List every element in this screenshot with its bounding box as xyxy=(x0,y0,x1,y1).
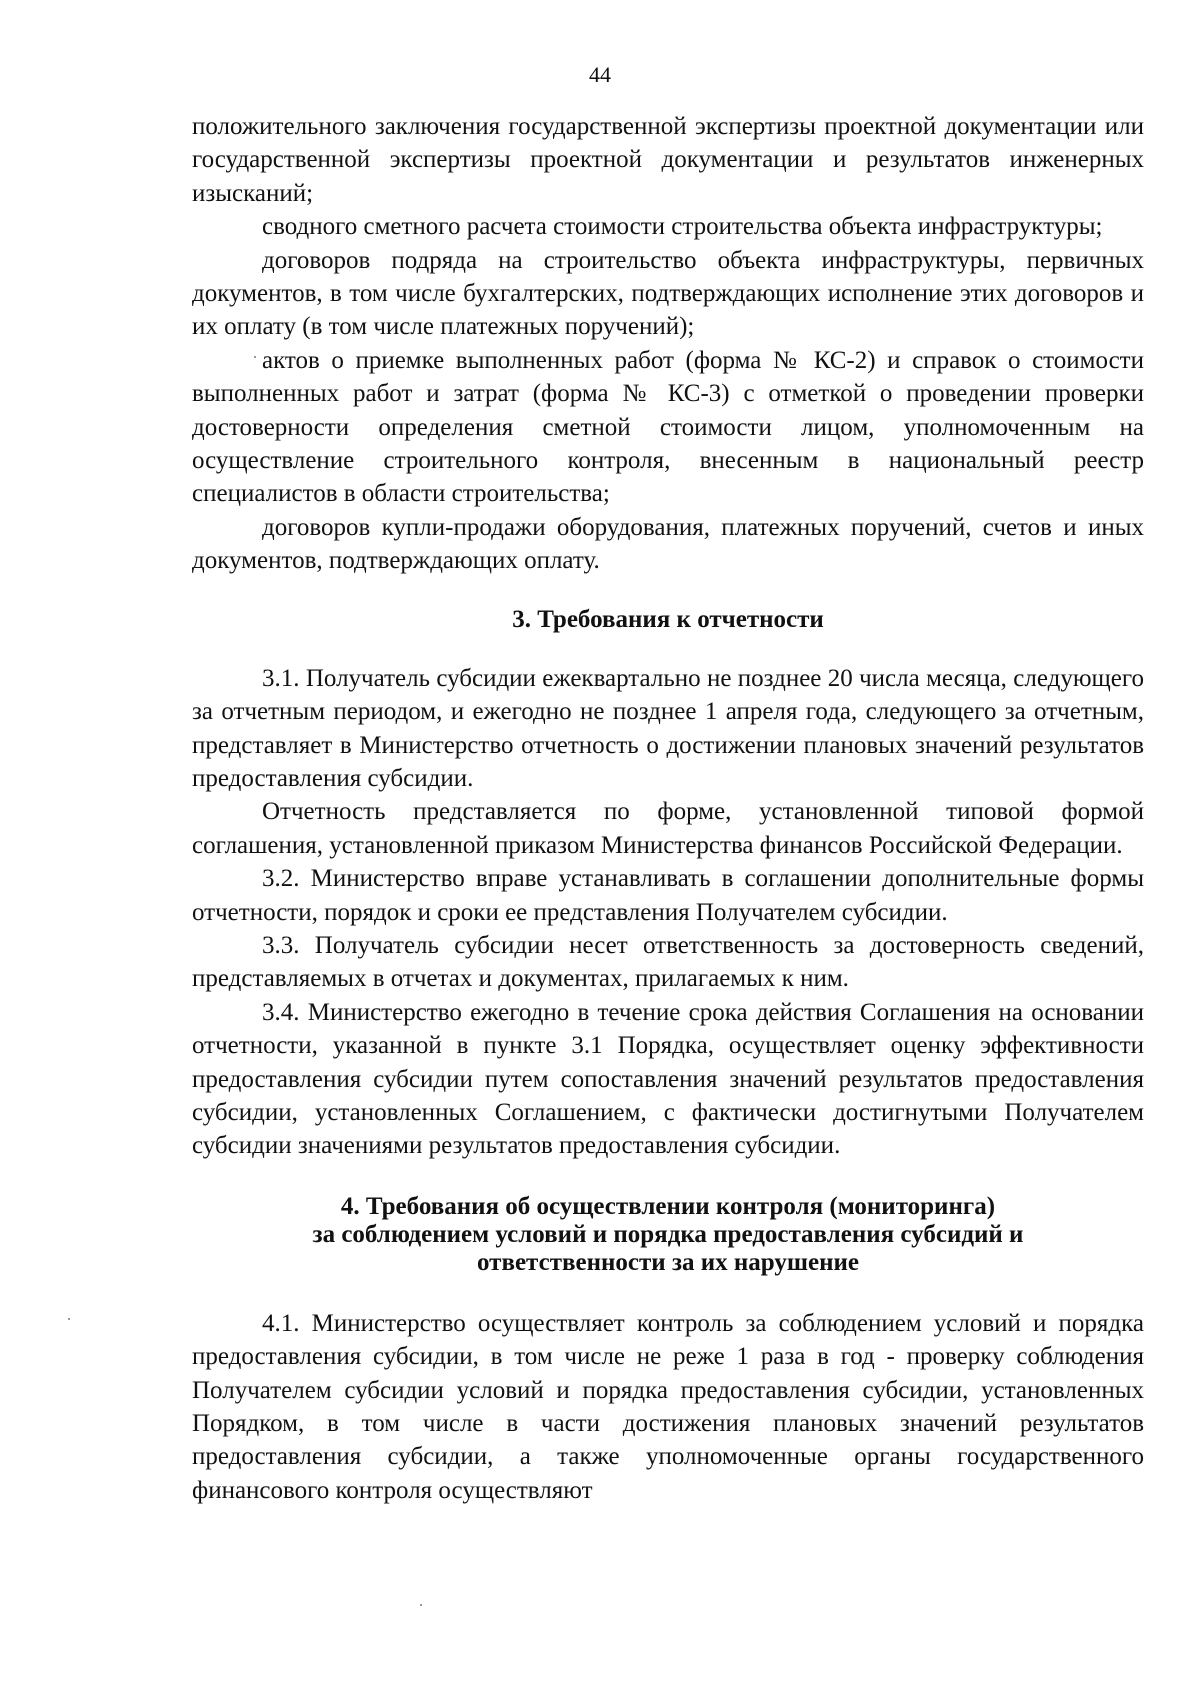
document-body xyxy=(192,110,1144,1507)
section-4-heading-line-2: за соблюдением условий и порядка предоставления субсидий и xyxy=(312,1220,1024,1248)
paragraph-3-2: 3.2. Министерство вправе устанавливать в соглашении дополнительные формы отчетности, порядок и сроки ее представления Получателем субсидии. xyxy=(192,865,1144,926)
paragraph-expertise-continuation: положительного заключения государственной экспертизы проектной документации или государственной экспертизы проектной документации и результатов инженерных изысканий; xyxy=(192,113,1144,207)
paragraph-contracts: договоров подряда на строительство объекта инфраструктуры, первичных документов, в том числе бухгалтерских, подтверждающих исполнение этих договоров и их оплату (в том числе платежных поручений); xyxy=(192,246,1144,341)
scan-speck xyxy=(68,1318,70,1320)
section-3-heading: 3. Требования к отчетности xyxy=(512,605,824,633)
section-4-heading xyxy=(192,1193,1144,1277)
paragraph-3-3: 3.3. Получатель субсидии несет ответственность за достоверность сведений, представляемых в отчетах и документах, прилагаемых к ним. xyxy=(192,931,1144,993)
paragraph-3-1: 3.1. Получатель субсидии ежеквартально не позднее 20 числа месяца, следующего за отчетным периодом, и ежегодно не позднее 1 апреля года, следующего за отчетным, представляет в Министерство отчетность о достижении плановых значений результатов предоставления субсидии. xyxy=(192,664,1144,792)
scan-speck xyxy=(254,356,256,358)
paragraph-4-1: 4.1. Министерство осуществляет контроль за соблюдением условий и порядка предоставления субсидии, в том числе не реже 1 раза в год - проверку соблюдения Получателем субсидии условий и порядка предоставления субсидии, установленных Порядком, в том числе в части достижения плановых значений результатов предоставления субсидии, а также уполномоченные органы государственного финансового контроля осуществляют xyxy=(192,1309,1144,1504)
paragraph-acts: актов о приемке выполненных работ (форма № КС-2) и справок о стоимости выполненных работ и затрат (форма № КС-3) с отметкой о проведении проверки достоверности определения сметной стоимости лицом, уполномоченным на осуществление строительного контроля, внесенным в национальный реестр специалистов в области строительства; xyxy=(192,346,1144,508)
paragraph-purchase: договоров купли-продажи оборудования, платежных поручений, счетов и иных документов, подтверждающих оплату. xyxy=(192,513,1144,575)
page-number: 44 xyxy=(589,62,611,87)
paragraph-3-1-form: Отчетность представляется по форме, установленной типовой формой соглашения, установленной приказом Министерства финансов Российской Федерации. xyxy=(192,798,1144,859)
paragraph-estimate: сводного сметного расчета стоимости строительства объекта инфраструктуры; xyxy=(262,213,1103,241)
paragraph-3-4: 3.4. Министерство ежегодно в течение срока действия Соглашения на основании отчетности, указанной в пункте 3.1 Порядка, осуществляет оценку эффективности предоставления субсидии путем сопоставления значений результатов предоставления субсидии, установленных Соглашением, с фактически достигнутыми Получателем субсидии значениями результатов предоставления субсидии. xyxy=(192,998,1144,1160)
section-4-heading-line-3: ответственности за их нарушение xyxy=(477,1248,859,1276)
scan-speck xyxy=(420,1604,422,1606)
section-4-heading-line-1: 4. Требования об осуществлении контроля (мониторинга) xyxy=(340,1192,996,1220)
